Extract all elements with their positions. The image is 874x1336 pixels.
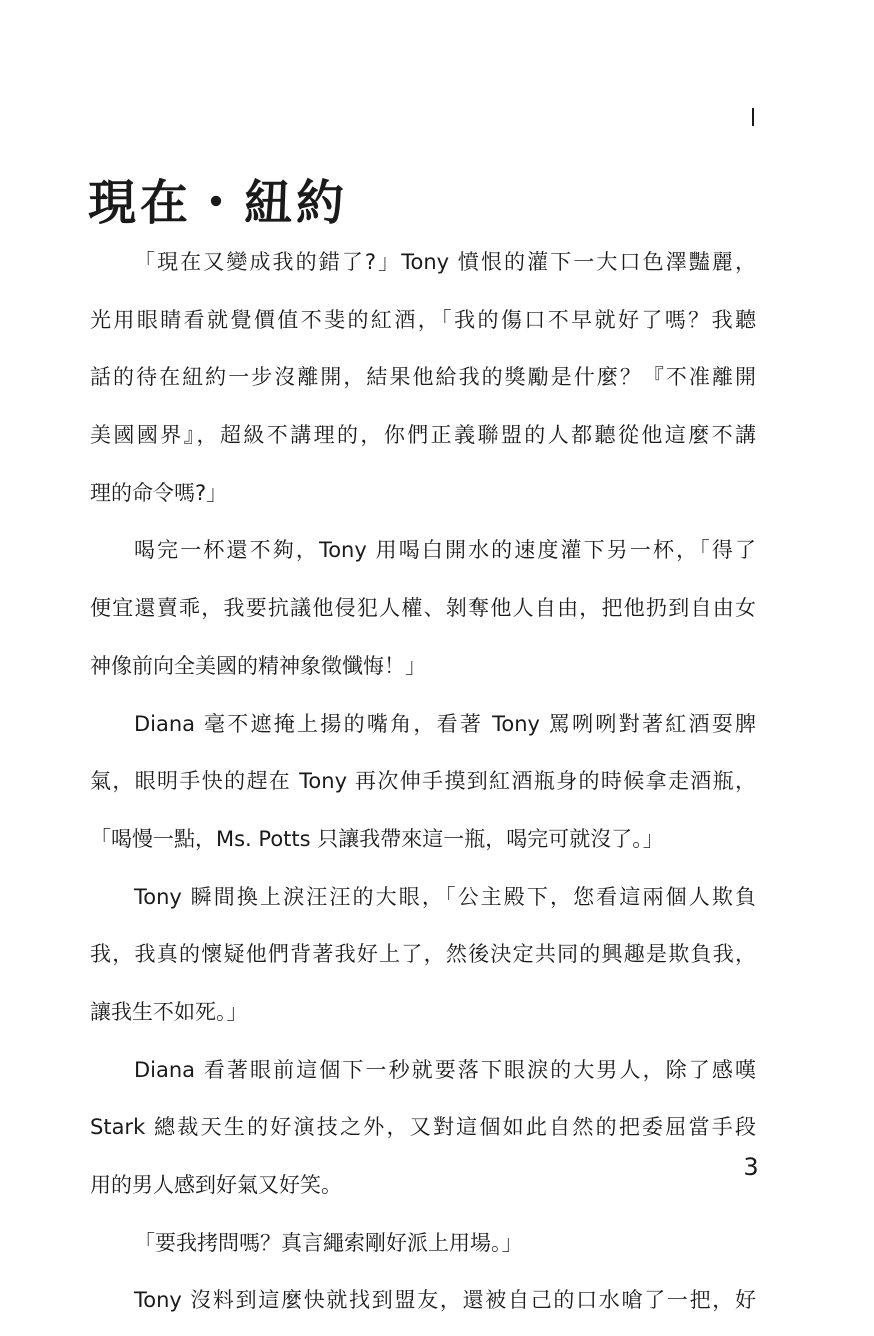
text-line: 用的男人感到好氣又好笑。 bbox=[90, 1173, 342, 1197]
text-line: 理的命令嗎?」 bbox=[90, 480, 228, 505]
text-line: Diana 毫不遮掩上揚的嘴角，看著 Tony 罵咧咧對著紅酒耍脾 bbox=[134, 711, 756, 736]
text-line: Stark 總裁天生的好演技之外，又對這個如此自然的把委屈當手段 bbox=[90, 1115, 756, 1140]
text-line: 神像前向全美國的精神象徵懺悔！」 bbox=[90, 653, 426, 678]
chapter-title: 現在・紐約 bbox=[88, 175, 349, 231]
text-line: Tony 瞬間換上淚汪汪的大眼，「公主殿下，您看這兩個人欺負 bbox=[134, 884, 756, 909]
text-line: Tony 沒料到這麼快就找到盟友，還被自己的口水嗆了一把，好 bbox=[134, 1288, 756, 1313]
chapter-marker bbox=[752, 108, 754, 126]
text-line: 讓我生不如死。」 bbox=[90, 999, 248, 1024]
text-line: 「喝慢一點，Ms. Potts 只讓我帶來這一瓶，喝完可就沒了。」 bbox=[90, 826, 664, 851]
text-line: 美國國界』，超級不講理的，你們正義聯盟的人都聽從他這麼不講 bbox=[90, 423, 756, 448]
chapter-body bbox=[90, 240, 756, 1336]
text-line: 「要我拷問嗎？真言繩索剛好派上用場。」 bbox=[134, 1230, 523, 1255]
page-number: 3 bbox=[743, 1153, 759, 1181]
text-line: 便宜還賣乖，我要抗議他侵犯人權、剝奪他人自由，把他扔到自由女 bbox=[90, 596, 756, 621]
text-line: 氣，眼明手快的趕在 Tony 再次伸手摸到紅酒瓶身的時候拿走酒瓶， bbox=[90, 769, 756, 794]
text-line: 光用眼睛看就覺價值不斐的紅酒，「我的傷口不早就好了嗎？我聽 bbox=[90, 307, 756, 332]
text-line: 我，我真的懷疑他們背著我好上了，然後決定共同的興趣是欺負我， bbox=[90, 942, 756, 967]
text-line: 喝完一杯還不夠，Tony 用喝白開水的速度灌下另一杯，「得了 bbox=[134, 538, 756, 563]
text-line: 「現在又變成我的錯了?」Tony 憤恨的灌下一大口色澤豔麗， bbox=[134, 250, 756, 274]
text-line: Diana 看著眼前這個下一秒就要落下眼淚的大男人，除了感嘆 bbox=[134, 1057, 756, 1082]
text-line: 話的待在紐約一步沒離開，結果他給我的獎勵是什麼？『不准離開 bbox=[90, 365, 756, 390]
